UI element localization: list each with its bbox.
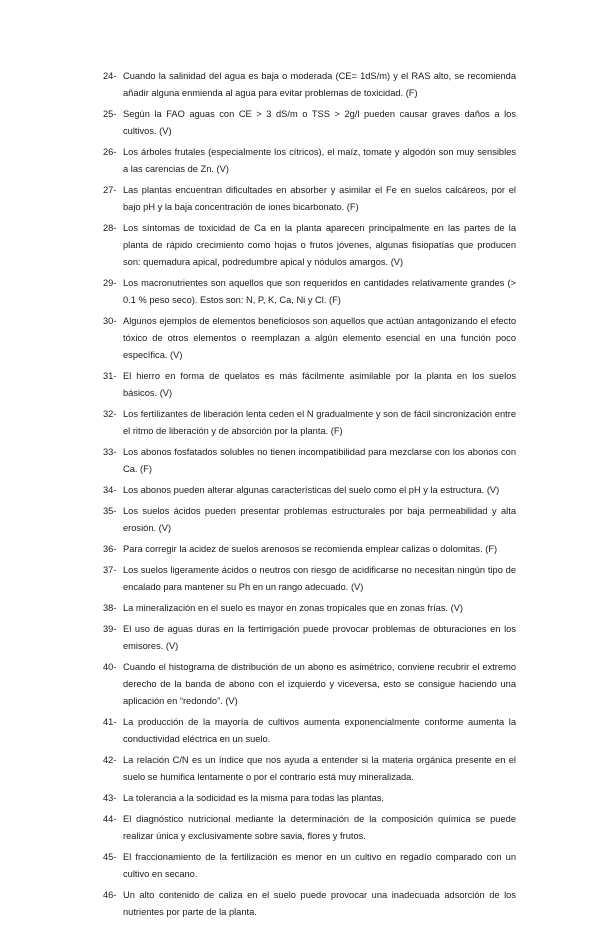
list-item bbox=[103, 444, 516, 478]
item-text: Los fertilizantes de liberación lenta ceden el N gradualmente y son de fácil sincronización entre el ritmo de liberación y de absorción por la planta. (F) bbox=[123, 409, 516, 436]
item-text: El fraccionamiento de la fertilización es menor en un cultivo en regadío comparado con un cultivo en secano. bbox=[123, 852, 516, 879]
list-item bbox=[103, 368, 516, 402]
item-text: Los suelos ácidos pueden presentar problemas estructurales por baja permeabilidad y alta erosión. (V) bbox=[123, 506, 516, 533]
item-number: 28- bbox=[103, 223, 117, 233]
item-number: 44- bbox=[103, 814, 117, 824]
item-number: 31- bbox=[103, 371, 117, 381]
item-text: Cuando la salinidad del agua es baja o moderada (CE= 1dS/m) y el RAS alto, se recomienda añadir alguna enmienda al agua para evitar problemas de toxicidad. (F) bbox=[123, 71, 516, 98]
question-list bbox=[103, 68, 516, 925]
list-item bbox=[103, 887, 516, 921]
item-number: 38- bbox=[103, 603, 117, 613]
list-item bbox=[103, 106, 516, 140]
item-text: Un alto contenido de caliza en el suelo puede provocar una inadecuada adsorción de los nutrientes por parte de la planta. bbox=[123, 890, 516, 917]
item-text: La producción de la mayoría de cultivos aumenta exponencialmente conforme aumenta la conductividad eléctrica en un suelo. bbox=[123, 717, 516, 744]
list-item bbox=[103, 659, 516, 710]
list-item bbox=[103, 503, 516, 537]
item-text: El diagnóstico nutricional mediante la determinación de la composición química se puede realizar única y exclusivamente sobre savia, flores y frutos. bbox=[123, 814, 516, 841]
list-item bbox=[103, 144, 516, 178]
item-number: 45- bbox=[103, 852, 117, 862]
list-item bbox=[103, 68, 516, 102]
list-item bbox=[103, 562, 516, 596]
item-text: Según la FAO aguas con CE > 3 dS/m o TSS > 2g/l pueden causar graves daños a los cultivos. (V) bbox=[123, 109, 516, 136]
item-number: 39- bbox=[103, 624, 117, 634]
item-text: Algunos ejemplos de elementos beneficiosos son aquellos que actúan antagonizando el efecto tóxico de otros elementos o reemplazan a algún elemento esencial en una función poco específica. (V) bbox=[123, 316, 516, 360]
list-item bbox=[103, 621, 516, 655]
list-item bbox=[103, 482, 516, 499]
item-number: 30- bbox=[103, 316, 117, 326]
list-item bbox=[103, 811, 516, 845]
item-number: 40- bbox=[103, 662, 117, 672]
list-item bbox=[103, 313, 516, 364]
item-text: Los macronutrientes son aquellos que son requeridos en cantidades relativamente grandes (> 0.1 % peso seco). Estos son: N, P, K, Ca, Ni y Cl. (F) bbox=[123, 278, 516, 305]
list-item bbox=[103, 752, 516, 786]
item-number: 37- bbox=[103, 565, 117, 575]
item-text: Los síntomas de toxicidad de Ca en la planta aparecen principalmente en las partes de la planta de rápido crecimiento como hojas o frutos jóvenes, algunas fisiopatías que producen son: quemadura apical, podredumbre apical y nódulos amargos. (V) bbox=[123, 223, 516, 267]
item-text: Las plantas encuentran dificultades en absorber y asimilar el Fe en suelos calcáreos, por el bajo pH y la baja concentración de iones bicarbonato. (F) bbox=[123, 185, 516, 212]
list-item bbox=[103, 220, 516, 271]
item-text: Los suelos ligeramente ácidos o neutros con riesgo de acidificarse no necesitan ningún tipo de encalado para mantener su Ph en un rango adecuado. (V) bbox=[123, 565, 516, 592]
list-item bbox=[103, 600, 516, 617]
item-number: 29- bbox=[103, 278, 117, 288]
item-text: La mineralización en el suelo es mayor en zonas tropicales que en zonas frías. (V) bbox=[123, 603, 464, 613]
item-number: 33- bbox=[103, 447, 117, 457]
list-item bbox=[103, 790, 516, 807]
list-item bbox=[103, 714, 516, 748]
list-item bbox=[103, 849, 516, 883]
item-number: 46- bbox=[103, 890, 117, 900]
item-number: 24- bbox=[103, 71, 117, 81]
item-text: Los árboles frutales (especialmente los cítricos), el maíz, tomate y algodón son muy sensibles a las carencias de Zn. (V) bbox=[123, 147, 516, 174]
item-text: El uso de aguas duras en la fertirrigación puede provocar problemas de obturaciones en los emisores. (V) bbox=[123, 624, 516, 651]
item-text: Para corregir la acidez de suelos arenosos se recomienda emplear calizas o dolomitas. (F) bbox=[123, 544, 498, 554]
item-number: 41- bbox=[103, 717, 117, 727]
item-text: Cuando el histograma de distribución de un abono es asimétrico, conviene recubrir el extremo derecho de la banda de abono con el izquierdo y viceversa, esto se consigue haciendo una aplicación en “redondo”. (V) bbox=[123, 662, 516, 706]
item-text: Los abonos pueden alterar algunas características del suelo como el pH y la estructura. (V) bbox=[123, 485, 500, 495]
item-number: 32- bbox=[103, 409, 117, 419]
list-item bbox=[103, 406, 516, 440]
item-number: 27- bbox=[103, 185, 117, 195]
item-number: 36- bbox=[103, 544, 117, 554]
item-number: 42- bbox=[103, 755, 117, 765]
item-number: 43- bbox=[103, 793, 117, 803]
list-item bbox=[103, 275, 516, 309]
list-item bbox=[103, 541, 516, 558]
item-number: 34- bbox=[103, 485, 117, 495]
item-text: Los abonos fosfatados solubles no tienen incompatibilidad para mezclarse con los abonos con Ca. (F) bbox=[123, 447, 516, 474]
item-number: 26- bbox=[103, 147, 117, 157]
item-text: El hierro en forma de quelatos es más fácilmente asimilable por la planta en los suelos básicos. (V) bbox=[123, 371, 516, 398]
item-number: 35- bbox=[103, 506, 117, 516]
list-item bbox=[103, 182, 516, 216]
item-text: La relación C/N es un índice que nos ayuda a entender si la materia orgánica presente en el suelo se humifica lentamente o por el contrario está muy mineralizada. bbox=[123, 755, 516, 782]
item-number: 25- bbox=[103, 109, 117, 119]
item-text: La tolerancia a la sodicidad es la misma para todas las plantas. bbox=[123, 793, 384, 803]
